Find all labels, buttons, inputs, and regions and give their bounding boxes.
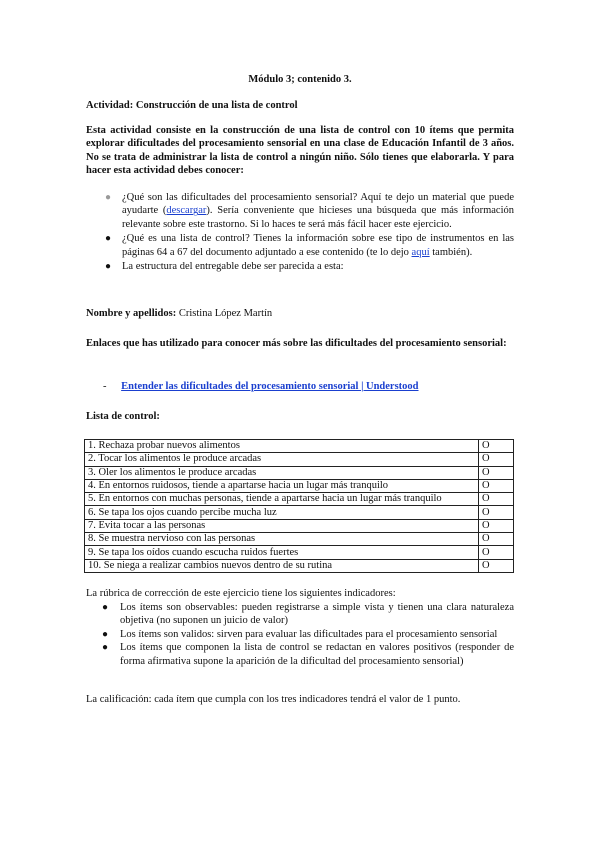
checklist-item: 1. Rechaza probar nuevos alimentos [85, 440, 479, 453]
table-row [85, 479, 514, 492]
checklist-item: 4. En entornos ruidosos, tiende a apartarse hacia un lugar más tranquilo [85, 479, 479, 492]
grading-line: La calificación: cada ítem que cumpla con los tres indicadores tendrá el valor de 1 punto. [86, 694, 461, 705]
checklist-item: 5. En entornos con muchas personas, tiende a apartarse hacia un lugar más tranquilo [85, 493, 479, 506]
download-link[interactable]: descargar [166, 205, 207, 217]
table-row [85, 453, 514, 466]
checklist-mark[interactable]: O [479, 479, 514, 492]
checklist-table [84, 439, 514, 573]
bullet-icon: ● [102, 642, 109, 654]
bullet-icon: ● [105, 233, 112, 245]
resource-dash: - [103, 381, 107, 392]
rubric-text: Los ítems son observables: pueden registrarse a simple vista y tienen una clara naturaleza objetiva (no suponen un juicio de valor) [120, 602, 514, 627]
checklist-item: 3. Oler los alimentos le produce arcadas [85, 466, 479, 479]
table-row [85, 506, 514, 519]
checklist-item: 9. Se tapa los oídos cuando escucha ruidos fuertes [85, 546, 479, 559]
list-item [86, 641, 514, 668]
name-line [86, 307, 272, 320]
bullet-icon: ● [105, 192, 112, 203]
rubric-text: Los ítems son validos: sirven para evaluar las dificultades para el procesamiento sensorial [120, 628, 498, 640]
checklist-item: 6. Se tapa los ojos cuando percibe mucha luz [85, 506, 479, 519]
list-item [86, 628, 514, 641]
name-value: Cristina López Martín [176, 308, 273, 319]
table-row [85, 440, 514, 453]
name-label: Nombre y apellidos: [86, 308, 177, 319]
bullet-icon: ● [105, 261, 112, 273]
checklist-item: 10. Se niega a realizar cambios nuevos dentro de su rutina [85, 559, 479, 572]
list-item [86, 191, 514, 231]
checklist-mark[interactable]: O [479, 519, 514, 532]
table-row [85, 493, 514, 506]
checklist-item: 2. Tocar los alimentos le produce arcadas [85, 453, 479, 466]
resource-line [103, 380, 419, 393]
bullet-text: ¿Qué son las dificultades del procesamiento sensorial? Aquí te dejo un material que puede ayudarte ( [122, 192, 514, 217]
checklist-item: 7. Evita tocar a las personas [85, 519, 479, 532]
list-item [86, 601, 514, 628]
resource-link[interactable]: Entender las dificultades del procesamiento sensorial | Understood [121, 381, 419, 392]
checklist-mark[interactable]: O [479, 533, 514, 546]
intro-paragraph [86, 124, 514, 178]
rubric-list [86, 601, 514, 668]
checklist-item: 8. Se muestra nervioso con las personas [85, 533, 479, 546]
links-heading-text: Enlaces que has utilizado para conocer más sobre las dificultades del procesamiento sensorial: [86, 338, 507, 349]
page-title: Módulo 3; contenido 3. [248, 74, 352, 85]
checklist-mark[interactable]: O [479, 493, 514, 506]
bullet-icon: ● [102, 602, 109, 613]
list-item [86, 260, 514, 273]
bullet-icon: ● [102, 628, 109, 640]
checklist-mark[interactable]: O [479, 506, 514, 519]
checklist-heading: Lista de control: [86, 411, 160, 422]
table-row [85, 466, 514, 479]
list-item [86, 232, 514, 259]
rubric-intro: La rúbrica de corrección de este ejercicio tiene los siguientes indicadores: [86, 588, 396, 599]
checklist-mark[interactable]: O [479, 466, 514, 479]
bullet-text: La estructura del entregable debe ser parecida a esta: [122, 261, 344, 273]
requirements-list [86, 191, 514, 273]
table-row [85, 559, 514, 572]
here-link[interactable]: aquí [411, 246, 430, 258]
bullet-text: ¿Qué es una lista de control? Tienes la información sobre ese tipo de instrumentos en las páginas 64 a 67 del documento adjuntado a ese contenido (te lo dejo [122, 233, 514, 258]
checklist-mark[interactable]: O [479, 546, 514, 559]
table-row [85, 546, 514, 559]
bullet-text: ). Sería conveniente que hicieses una búsqueda que más información relevante sobre este trastorno. Si lo haces te será más fácil hacer este ejercicio. [122, 205, 514, 230]
checklist-mark[interactable]: O [479, 453, 514, 466]
table-row [85, 519, 514, 532]
activity-title: Actividad: Construcción de una lista de control [86, 100, 298, 111]
links-heading [86, 337, 514, 350]
bullet-text: también). [429, 246, 473, 258]
table-row [85, 533, 514, 546]
checklist-mark[interactable]: O [479, 559, 514, 572]
rubric-text: Los ítems que componen la lista de control se redactan en valores positivos (responder de forma afirmativa supone la aparición de la dificultad del procesamiento sensorial) [120, 642, 514, 667]
checklist-mark[interactable]: O [479, 440, 514, 453]
intro-text: Esta actividad consiste en la construcción de una lista de control con 10 ítems que permita explorar dificultades del procesamiento sensorial en una clase de Educación Infantil de 3 años. No se trata de administrar la lista de control a ningún niño. Sólo tienes que elaborarla. Y para hacer esta actividad debes conocer: [86, 125, 514, 177]
